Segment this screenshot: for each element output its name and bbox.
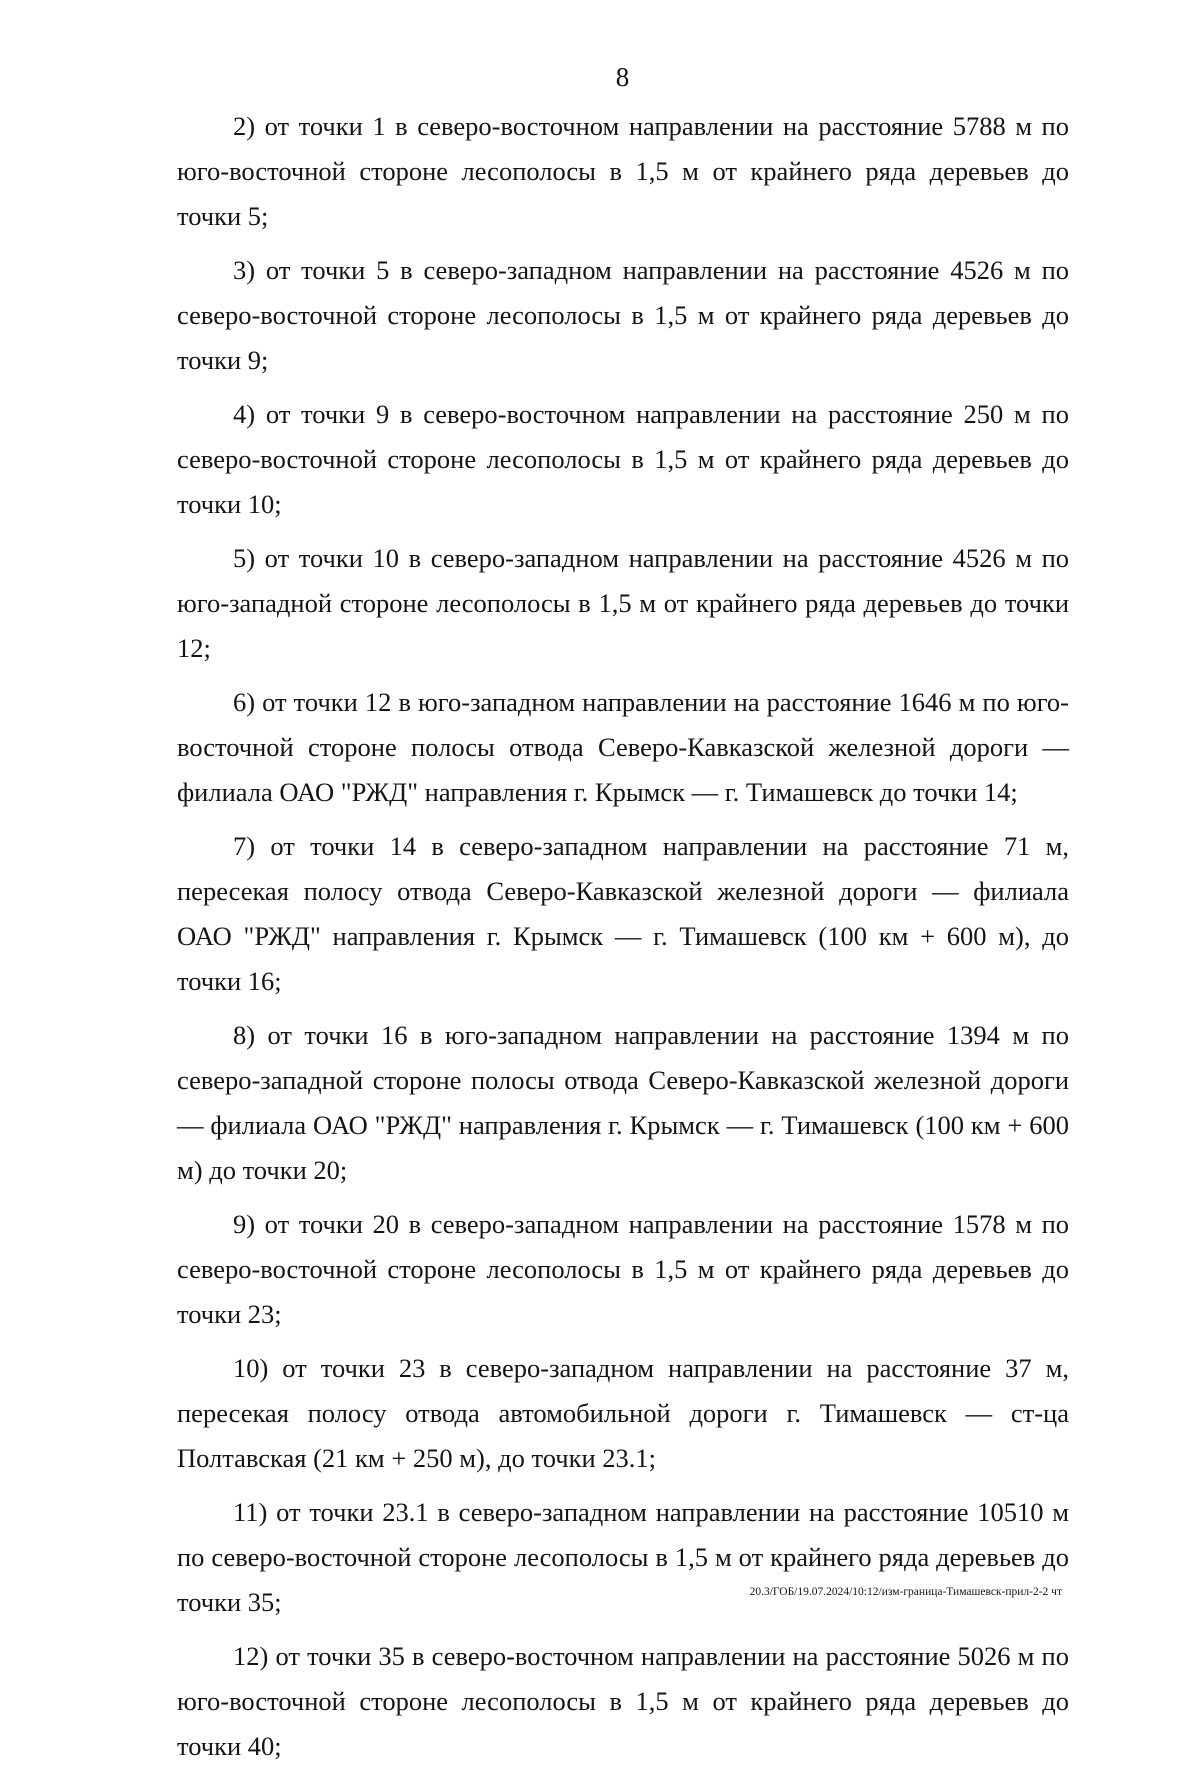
- paragraph-item-12: 12) от точки 35 в северо-восточном направлении на расстояние 5026 м по юго-восточной стороне лесополосы в 1,5 м от крайнего ряда деревьев до точки 40;: [177, 1641, 1069, 1761]
- paragraph-item-3: 3) от точки 5 в северо-западном направлении на расстояние 4526 м по северо-восточной стороне лесополосы в 1,5 м от крайнего ряда деревьев до точки 9;: [177, 255, 1069, 375]
- document-footer-code: 20.3/ГОБ/19.07.2024/10:12/изм-граница-Тимашевск-прил-2-2 чт: [749, 1586, 1062, 1598]
- paragraph-item-8: 8) от точки 16 в юго-западном направлении на расстояние 1394 м по северо-западной стороне полосы отвода Северо-Кавказской железной дороги — филиала ОАО "РЖД" направления г. Крымск — г. Тимашевск (100 км + 600 м) до точки 20;: [177, 1020, 1069, 1185]
- paragraph-item-4: 4) от точки 9 в северо-восточном направлении на расстояние 250 м по северо-восточной стороне лесополосы в 1,5 м от крайнего ряда деревьев до точки 10;: [177, 399, 1069, 519]
- paragraph-item-5: 5) от точки 10 в северо-западном направлении на расстояние 4526 м по юго-западной стороне лесополосы в 1,5 м от крайнего ряда деревьев до точки 12;: [177, 543, 1069, 663]
- paragraph-item-7: 7) от точки 14 в северо-западном направлении на расстояние 71 м, пересекая полосу отвода Северо-Кавказской железной дороги — филиала ОАО "РЖД" направления г. Крымск — г. Тимашевск (100 км + 600 м), до точки 16;: [177, 831, 1069, 996]
- paragraph-item-6: 6) от точки 12 в юго-западном направлении на расстояние 1646 м по юго-восточной стороне полосы отвода Северо-Кавказской железной дороги — филиала ОАО "РЖД" направления г. Крымск — г. Тимашевск до точки 14;: [177, 687, 1069, 807]
- document-body: [177, 104, 1069, 1778]
- paragraph-item-9: 9) от точки 20 в северо-западном направлении на расстояние 1578 м по северо-восточной стороне лесополосы в 1,5 м от крайнего ряда деревьев до точки 23;: [177, 1209, 1069, 1329]
- paragraph-item-11: 11) от точки 23.1 в северо-западном направлении на расстояние 10510 м по северо-восточной стороне лесополосы в 1,5 м от крайнего ряда деревьев до точки 35;: [177, 1497, 1069, 1617]
- paragraph-item-10: 10) от точки 23 в северо-западном направлении на расстояние 37 м, пересекая полосу отвода автомобильной дороги г. Тимашевск — ст-ца Полтавская (21 км + 250 м), до точки 23.1;: [177, 1353, 1069, 1473]
- page-number: 8: [615, 62, 630, 92]
- paragraph-item-2: 2) от точки 1 в северо-восточном направлении на расстояние 5788 м по юго-восточной стороне лесополосы в 1,5 м от крайнего ряда деревьев до точки 5;: [177, 111, 1069, 231]
